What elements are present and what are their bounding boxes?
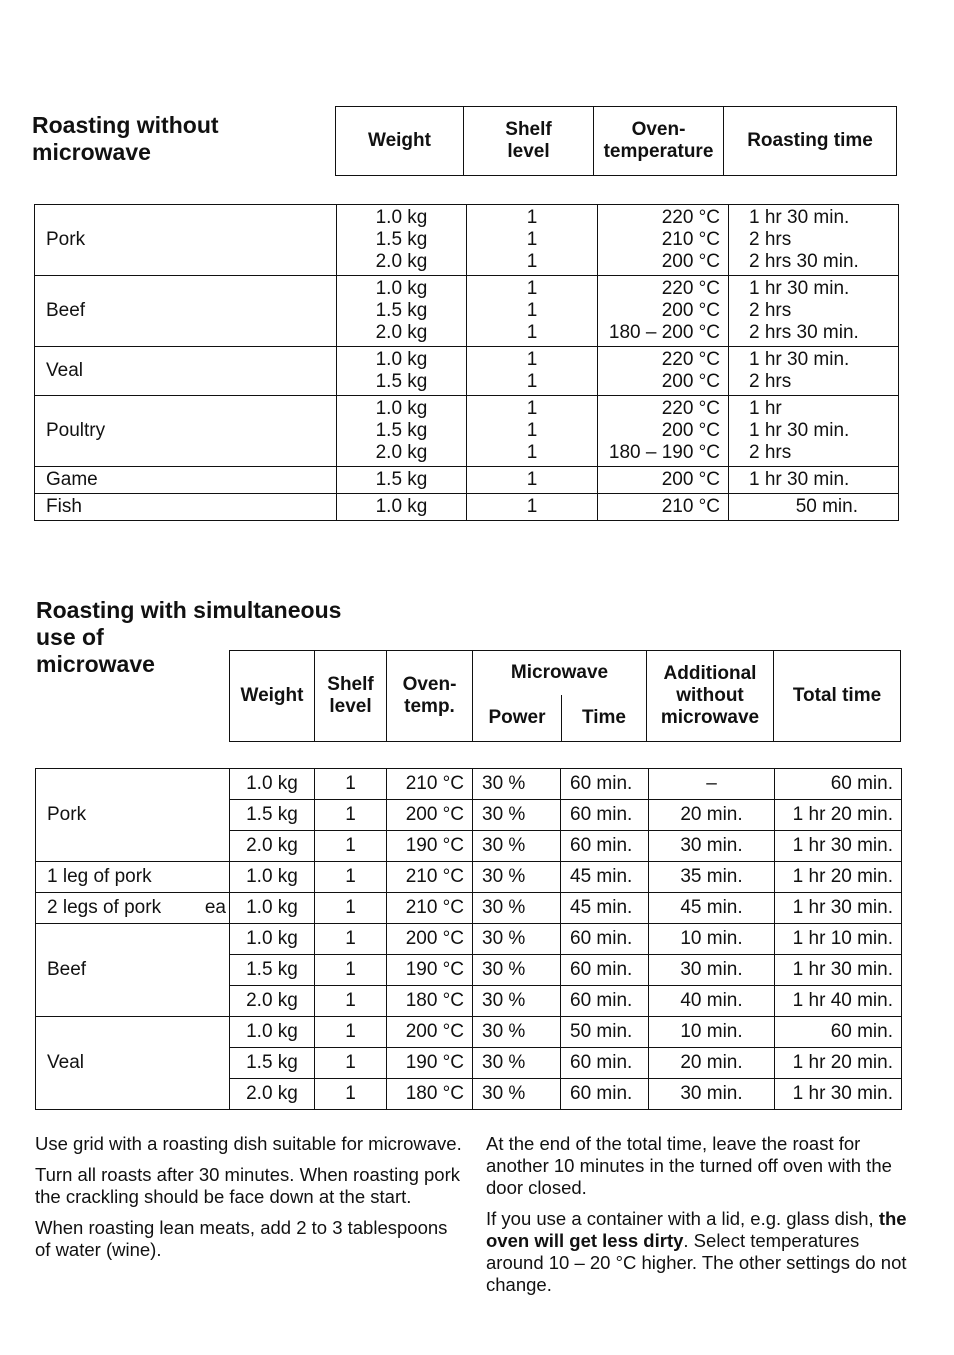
cell-line: 1.5 kg (375, 469, 428, 490)
col2-shelf-header: Shelf level (315, 651, 387, 742)
weight-cell (337, 396, 467, 467)
total-cell: 1 hr 20 min. (775, 800, 902, 831)
notes-right (486, 1133, 916, 1305)
cell-line: 200 °C (661, 469, 720, 490)
cell-line: 2 hrs (749, 371, 792, 392)
cell-line: 1 (526, 420, 538, 441)
temp-cell: 210 °C (387, 862, 473, 893)
table-row (35, 467, 899, 494)
section1-body-table (34, 204, 899, 521)
additional-cell: 10 min. (649, 1017, 775, 1048)
note-lid: If you use a container with a lid, e.g. glass dish, the oven will get less dirty. Select temperatures around 10 – 20 °C higher. The other settings do not change. (486, 1208, 907, 1295)
section1-header-table (335, 106, 897, 176)
cell-line: 1 (526, 207, 538, 228)
cell-line: 210 °C (661, 229, 720, 250)
temp-cell (598, 347, 729, 396)
cell-line: 2 hrs 30 min. (749, 251, 859, 272)
time-cell: 60 min. (561, 986, 649, 1017)
cell-line: 180 – 190 °C (608, 442, 720, 463)
time-cell (729, 467, 899, 494)
cell-line: 1 (526, 300, 538, 321)
cell-line: 1 (526, 442, 538, 463)
cell-line: 210 °C (661, 496, 720, 517)
shelf-cell: 1 (315, 769, 387, 800)
food-name-text: 1 leg of pork (47, 866, 152, 887)
time-cell: 60 min. (561, 831, 649, 862)
cell-line: 1 hr 30 min. (749, 349, 850, 370)
temp-cell: 210 °C (387, 769, 473, 800)
food-name-text: 2 legs of pork (47, 897, 162, 918)
additional-cell: 40 min. (649, 986, 775, 1017)
time-cell: 50 min. (561, 1017, 649, 1048)
weight-cell: 1.0 kg (230, 1017, 315, 1048)
temp-cell: 200 °C (387, 924, 473, 955)
table-row (36, 769, 902, 800)
temp-cell: 190 °C (387, 955, 473, 986)
food-name: Pork (35, 205, 337, 276)
cell-line: 2.0 kg (375, 251, 428, 272)
shelf-cell (467, 467, 598, 494)
weight-cell: 1.0 kg (230, 862, 315, 893)
time-cell: 60 min. (561, 1079, 649, 1110)
temp-cell: 200 °C (387, 800, 473, 831)
power-cell: 30 % (473, 1079, 561, 1110)
cell-line: 50 min. (795, 496, 858, 517)
weight-cell (337, 347, 467, 396)
cell-line: 200 °C (661, 300, 720, 321)
food-name (36, 924, 230, 1017)
cell-line: 1.5 kg (375, 300, 428, 321)
food-name-text: Beef (47, 959, 87, 980)
col-weight-header: Weight (336, 107, 464, 176)
temp-cell: 180 °C (387, 1079, 473, 1110)
temp-cell (598, 467, 729, 494)
note-lean: When roasting lean meats, add 2 to 3 tablespoons of water (wine). (35, 1217, 448, 1260)
cell-line: 220 °C (661, 278, 720, 299)
additional-cell: 45 min. (649, 893, 775, 924)
power-cell: 30 % (473, 893, 561, 924)
weight-cell: 1.0 kg (230, 769, 315, 800)
table-row (36, 862, 902, 893)
cell-line: 1 hr 30 min. (749, 278, 850, 299)
col2-time-header: Time (562, 695, 647, 742)
weight-cell: 1.5 kg (230, 955, 315, 986)
temp-cell: 190 °C (387, 1048, 473, 1079)
additional-cell: 30 min. (649, 1079, 775, 1110)
time-cell: 60 min. (561, 1048, 649, 1079)
note-turn: Turn all roasts after 30 minutes. When roasting pork the crackling should be face down at the start. (35, 1164, 461, 1207)
weight-cell: 1.0 kg (230, 924, 315, 955)
cell-line: 220 °C (661, 349, 720, 370)
temp-cell (598, 205, 729, 276)
shelf-cell (467, 205, 598, 276)
power-cell: 30 % (473, 986, 561, 1017)
total-cell: 1 hr 20 min. (775, 862, 902, 893)
cell-line: 200 °C (661, 371, 720, 392)
cell-line: 1 hr 30 min. (749, 469, 850, 490)
cell-line: 2 hrs 30 min. (749, 322, 859, 343)
time-cell (729, 494, 899, 521)
food-name (36, 1017, 230, 1110)
total-cell: 1 hr 20 min. (775, 1048, 902, 1079)
time-cell (729, 276, 899, 347)
food-name (36, 893, 230, 924)
shelf-cell (467, 396, 598, 467)
total-cell: 60 min. (775, 1017, 902, 1048)
section2-body-table (35, 768, 902, 1110)
cell-line: 1 hr 30 min. (749, 420, 850, 441)
table-row (35, 276, 899, 347)
food-name: Poultry (35, 396, 337, 467)
shelf-cell: 1 (315, 1048, 387, 1079)
weight-cell (337, 467, 467, 494)
col2-power-header: Power (473, 695, 562, 742)
power-cell: 30 % (473, 1048, 561, 1079)
cell-line: 1.5 kg (375, 229, 428, 250)
cell-line: 2 hrs (749, 229, 792, 250)
food-name: Game (35, 467, 337, 494)
cell-line: 1.0 kg (375, 278, 428, 299)
food-name-suffix: ea (204, 897, 226, 918)
weight-cell: 2.0 kg (230, 986, 315, 1017)
col2-microwave-header: Microwave (473, 651, 647, 696)
col2-oven-header: Oven- temp. (387, 651, 473, 742)
food-name (36, 769, 230, 862)
table-row (35, 347, 899, 396)
temp-cell (598, 276, 729, 347)
total-cell: 1 hr 30 min. (775, 1079, 902, 1110)
additional-cell: 20 min. (649, 1048, 775, 1079)
cell-line: 200 °C (661, 420, 720, 441)
power-cell: 30 % (473, 800, 561, 831)
shelf-cell: 1 (315, 893, 387, 924)
section1-title: Roasting without microwave (32, 112, 219, 165)
weight-cell: 1.5 kg (230, 800, 315, 831)
power-cell: 30 % (473, 1017, 561, 1048)
shelf-cell: 1 (315, 862, 387, 893)
weight-cell: 2.0 kg (230, 831, 315, 862)
shelf-cell: 1 (315, 986, 387, 1017)
power-cell: 30 % (473, 831, 561, 862)
power-cell: 30 % (473, 862, 561, 893)
col-shelf-header: Shelf level (464, 107, 594, 176)
table-row (35, 396, 899, 467)
cell-line: 1.0 kg (375, 398, 428, 419)
food-name-text: Pork (47, 804, 87, 825)
cell-line: 220 °C (661, 207, 720, 228)
time-cell: 45 min. (561, 893, 649, 924)
power-cell: 30 % (473, 924, 561, 955)
shelf-cell: 1 (315, 1017, 387, 1048)
section2-title: Roasting with simultaneous use of microwave (36, 597, 342, 677)
temp-cell: 180 °C (387, 986, 473, 1017)
table-row (35, 205, 899, 276)
cell-line: 1 hr 30 min. (749, 207, 850, 228)
section2-header-table (229, 650, 901, 742)
cell-line: 1.0 kg (375, 349, 428, 370)
shelf-cell: 1 (315, 955, 387, 986)
cell-line: 1 (526, 349, 538, 370)
additional-cell: – (649, 769, 775, 800)
time-cell (729, 396, 899, 467)
cell-line: 2 hrs (749, 442, 792, 463)
total-cell: 60 min. (775, 769, 902, 800)
additional-cell: 30 min. (649, 955, 775, 986)
shelf-cell: 1 (315, 1079, 387, 1110)
cell-line: 1 (526, 496, 538, 517)
temp-cell: 190 °C (387, 831, 473, 862)
food-name (36, 862, 230, 893)
cell-line: 1 (526, 469, 538, 490)
temp-cell (598, 396, 729, 467)
shelf-cell (467, 494, 598, 521)
col2-total-header: Total time (774, 651, 901, 742)
notes-left (35, 1133, 465, 1270)
weight-cell (337, 494, 467, 521)
time-cell (729, 347, 899, 396)
col2-weight-header: Weight (230, 651, 315, 742)
col-roasting-time-header: Roasting time (724, 107, 897, 176)
shelf-cell (467, 276, 598, 347)
cell-line: 2.0 kg (375, 442, 428, 463)
note-rest: At the end of the total time, leave the roast for another 10 minutes in the turned off oven with the door closed. (486, 1133, 892, 1198)
time-cell (729, 205, 899, 276)
total-cell: 1 hr 30 min. (775, 831, 902, 862)
cell-line: 2.0 kg (375, 322, 428, 343)
additional-cell: 20 min. (649, 800, 775, 831)
table-row (35, 494, 899, 521)
additional-cell: 35 min. (649, 862, 775, 893)
cell-line: 1.0 kg (375, 207, 428, 228)
time-cell: 60 min. (561, 769, 649, 800)
cell-line: 2 hrs (749, 300, 792, 321)
table-row (36, 924, 902, 955)
weight-cell (337, 205, 467, 276)
temp-cell: 200 °C (387, 1017, 473, 1048)
cell-line: 1 (526, 251, 538, 272)
shelf-cell: 1 (315, 800, 387, 831)
total-cell: 1 hr 30 min. (775, 955, 902, 986)
cell-line: 1 (526, 229, 538, 250)
cell-line: 1 (526, 278, 538, 299)
time-cell: 60 min. (561, 800, 649, 831)
total-cell: 1 hr 40 min. (775, 986, 902, 1017)
cell-line: 1 (526, 371, 538, 392)
power-cell: 30 % (473, 955, 561, 986)
shelf-cell: 1 (315, 831, 387, 862)
cell-line: 1 (526, 398, 538, 419)
food-name: Beef (35, 276, 337, 347)
weight-cell: 2.0 kg (230, 1079, 315, 1110)
temp-cell: 210 °C (387, 893, 473, 924)
power-cell: 30 % (473, 769, 561, 800)
shelf-cell: 1 (315, 924, 387, 955)
table-row (36, 893, 902, 924)
cell-line: 1.0 kg (375, 496, 428, 517)
food-name: Fish (35, 494, 337, 521)
cell-line: 200 °C (661, 251, 720, 272)
weight-cell (337, 276, 467, 347)
cell-line: 1.5 kg (375, 371, 428, 392)
time-cell: 60 min. (561, 924, 649, 955)
col-oven-header: Oven- temperature (594, 107, 724, 176)
cell-line: 220 °C (661, 398, 720, 419)
time-cell: 45 min. (561, 862, 649, 893)
cell-line: 1 hr (749, 398, 782, 419)
cell-line: 180 – 200 °C (608, 322, 720, 343)
total-cell: 1 hr 30 min. (775, 893, 902, 924)
weight-cell: 1.5 kg (230, 1048, 315, 1079)
food-name: Veal (35, 347, 337, 396)
food-name-text: Veal (47, 1052, 84, 1073)
additional-cell: 10 min. (649, 924, 775, 955)
time-cell: 60 min. (561, 955, 649, 986)
cell-line: 1 (526, 322, 538, 343)
table-row (36, 1017, 902, 1048)
additional-cell: 30 min. (649, 831, 775, 862)
note-grid: Use grid with a roasting dish suitable for microwave. (35, 1133, 462, 1154)
temp-cell (598, 494, 729, 521)
weight-cell: 1.0 kg (230, 893, 315, 924)
cell-line: 1.5 kg (375, 420, 428, 441)
col2-additional-header: Additional without microwave (647, 651, 774, 742)
total-cell: 1 hr 10 min. (775, 924, 902, 955)
shelf-cell (467, 347, 598, 396)
